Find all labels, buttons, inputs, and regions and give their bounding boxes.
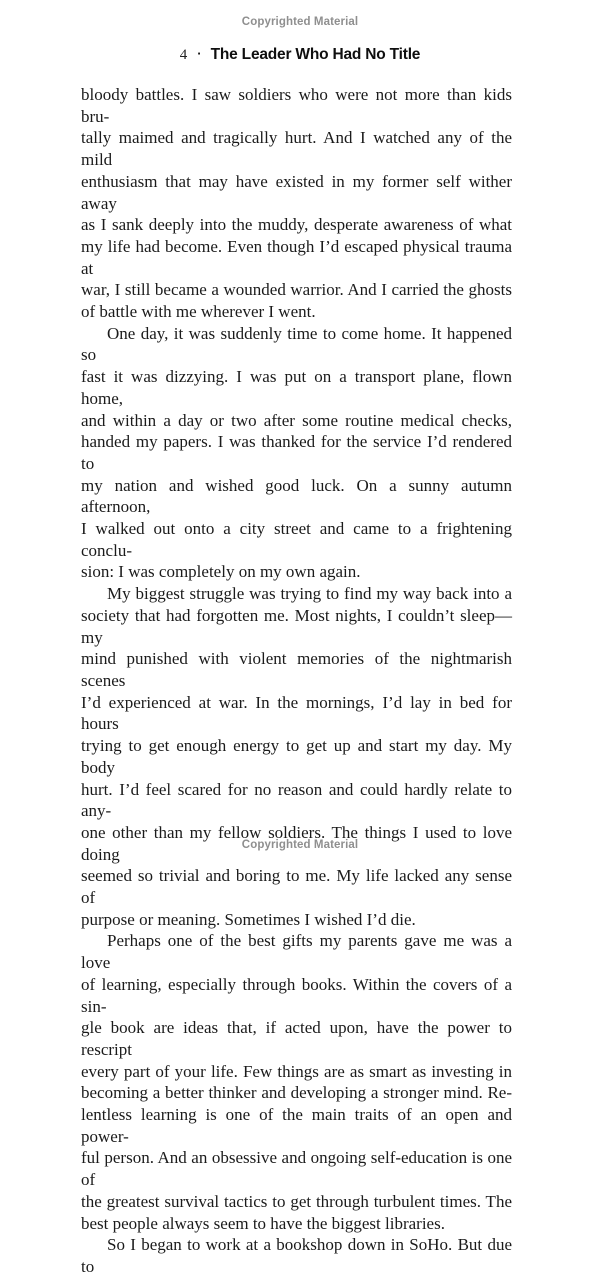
text-line: purpose or meaning. Sometimes I wished I’d die. [81,909,416,929]
header-separator-dot: · [197,46,202,61]
page-header [0,46,600,64]
text-line: enthusiasm that may have existed in my former self wither away [81,171,512,213]
paragraph [81,323,512,583]
text-line: handed my papers. I was thanked for the service I’d rendered to [81,432,512,473]
text-line: One day, it was suddenly time to come home. It happened so [81,323,512,365]
text-line: every part of your life. Few things are as smart as investing in [81,1061,512,1081]
text-line: of learning, especially through books. Within the covers of a sin- [81,974,512,1016]
text-line: my life had become. Even though I’d escaped physical trauma at [81,236,512,278]
text-line: I walked out onto a city street and came to a frightening conclu- [81,519,512,560]
copyright-notice-bottom: Copyrighted Material [241,839,359,851]
text-line: hurt. I’d feel scared for no reason and could hardly relate to any- [81,779,512,821]
paragraph [81,583,512,930]
text-line: bloody battles. I saw soldiers who were not more than kids bru- [81,85,512,126]
text-line: one other than my fellow soldiers. The things I used to love doing [81,822,512,864]
paragraph [81,1234,512,1277]
text-line: tally maimed and tragically hurt. And I watched any of the mild [81,128,512,170]
text-line: fast it was dizzying. I was put on a transport plane, flown home, [81,367,512,408]
text-line: mind punished with violent memories of the nightmarish scenes [81,649,512,690]
text-line: My biggest struggle was trying to find my way back into a [107,584,512,604]
text-line: trying to get enough energy to get up and start my day. My body [81,736,512,777]
text-line: sion: I was completely on my own again. [81,562,361,582]
text-line: the greatest survival tactics to get through turbulent times. The [81,1191,512,1211]
text-line: my nation and wished good luck. On a sunny autumn afternoon, [81,475,512,517]
text-line: Perhaps one of the best gifts my parents gave me was a love [81,931,512,973]
text-line: of battle with me wherever I went. [81,302,316,322]
paragraph [81,84,512,323]
text-line: lentless learning is one of the main traits of an open and power- [81,1105,512,1146]
text-line: and within a day or two after some routine medical checks, [81,410,512,430]
paragraph [81,930,512,1234]
page-body-text [81,84,512,1278]
text-line: war, I still became a wounded warrior. And I carried the ghosts [81,280,512,300]
copyright-notice-top: Copyrighted Material [241,16,359,28]
text-line: best people always seem to have the biggest libraries. [81,1213,445,1233]
book-title: The Leader Who Had No Title [210,46,421,63]
page-number: 4 [179,47,188,63]
text-line: society that had forgotten me. Most nights, I couldn’t sleep—my [81,605,512,647]
text-line: gle book are ideas that, if acted upon, have the power to rescript [81,1018,512,1059]
text-line: ful person. And an obsessive and ongoing self-education is one of [81,1148,512,1190]
text-line: So I began to work at a bookshop down in SoHo. But due to [81,1235,512,1276]
text-line: becoming a better thinker and developing a stronger mind. Re- [81,1083,512,1103]
text-line: seemed so trivial and boring to me. My life lacked any sense of [81,866,512,908]
text-line: as I sank deeply into the muddy, desperate awareness of what [81,215,512,235]
text-line: I’d experienced at war. In the mornings, I’d lay in bed for hours [81,692,512,734]
